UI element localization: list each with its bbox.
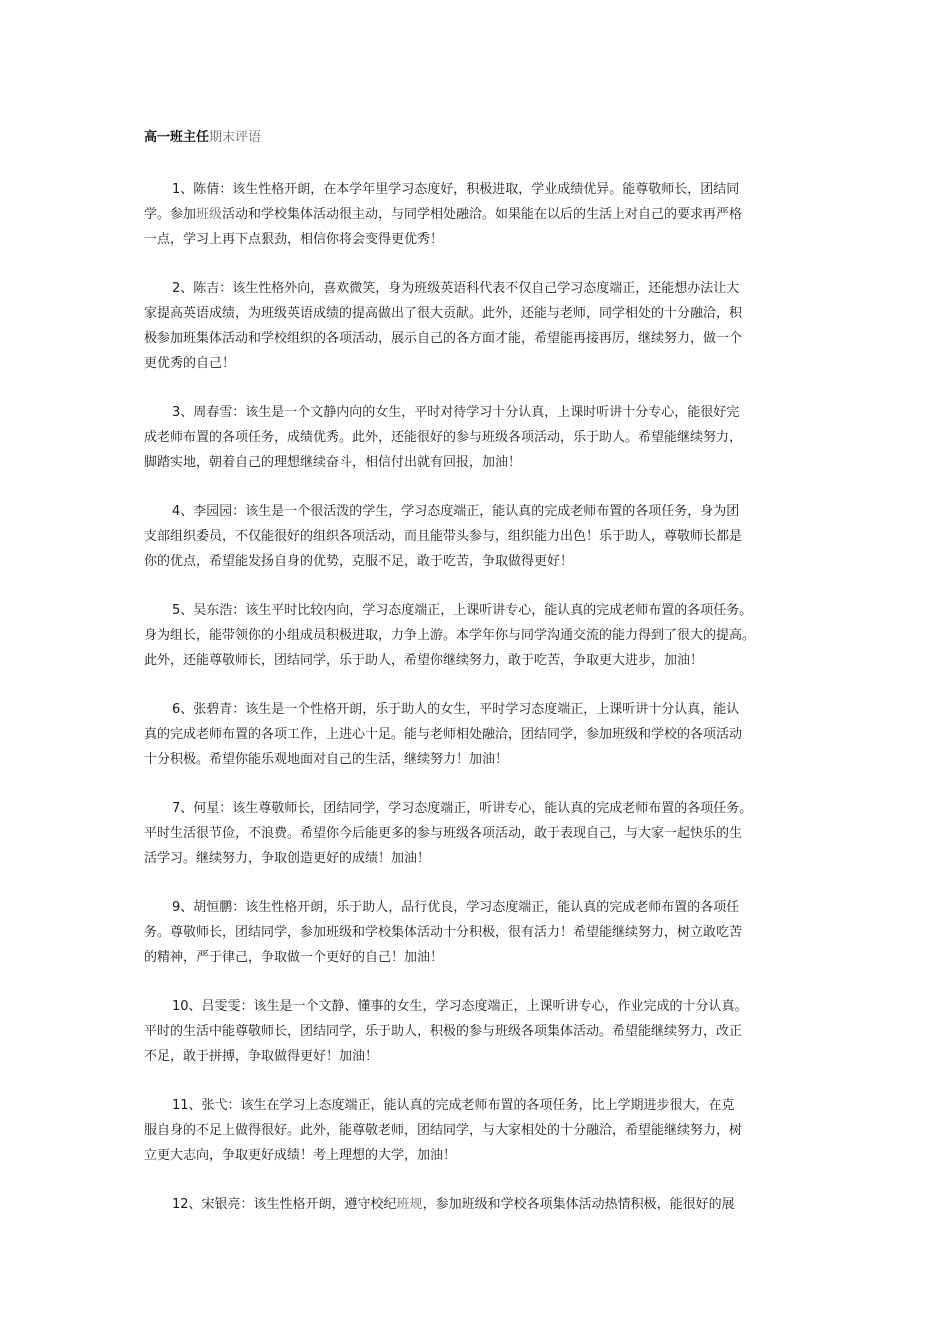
paragraph-line xyxy=(144,202,810,227)
paragraph-line: 支部组织委员，不仅能很好的组织各项活动，而且能带头参与，组织能力出色！乐于助人，尊敬师长都是 xyxy=(144,529,743,544)
paragraph-line xyxy=(144,1192,810,1217)
paragraph-line: 脚踏实地，朝着自己的理想继续奋斗，相信付出就有回报，加油！ xyxy=(144,455,522,470)
title-bold: 高一班主任 xyxy=(144,130,210,145)
paragraph-line: 成老师布置的各项任务，成绩优秀。此外，还能很好的参与班级各项活动，乐于助人。希望能继续努力， xyxy=(144,430,743,445)
comment-paragraph xyxy=(144,400,810,475)
comment-paragraph xyxy=(144,697,810,772)
paragraph-line: 家提高英语成绩，为班级英语成绩的提高做出了很大贡献。此外，还能与老师，同学相处的十分融洽，积 xyxy=(144,306,743,321)
paragraph-line: 9、胡恒鹏：该生性格开朗，乐于助人，品行优良，学习态度端正，能认真的完成老师布置的各项任 xyxy=(172,900,740,915)
paragraph-line: 5、吴东浩：该生平时比较内向，学习态度端正，上课听讲专心，能认真的完成老师布置的各项任务。 xyxy=(172,603,753,618)
comment-paragraph xyxy=(144,796,810,871)
paragraph-line: 一点，学习上再下点狠劲，相信你将会变得更优秀！ xyxy=(144,232,444,247)
paragraph-line: 十分积极。希望你能乐观地面对自己的生活，继续努力！加油！ xyxy=(144,752,509,767)
paragraph-line: 平时生活很节俭，不浪费。希望你今后能更多的参与班级各项活动，敢于表现自己，与大家一起快乐的生 xyxy=(144,826,743,841)
comment-paragraph xyxy=(144,276,810,376)
paragraph-line: 身为组长，能带领你的小组成员积极进取，力争上游。本学年你与同学沟通交流的能力得到了很大的提高。 xyxy=(144,628,756,643)
paragraph-line: 不足，敢于拼搏，争取做得更好！加油！ xyxy=(144,1049,379,1064)
line-segment: 学。参加 xyxy=(144,207,197,222)
paragraph-line: 真的完成老师布置的各项工作，上进心十足。能与老师相处融洽，团结同学，参加班级和学校的各项活动 xyxy=(144,727,743,742)
comment-paragraph xyxy=(144,177,810,252)
highlight-term: 班规 xyxy=(396,1197,423,1212)
paragraph-line: 立更大志向，争取更好成绩！考上理想的大学，加油！ xyxy=(144,1148,457,1163)
highlight-term: 班级 xyxy=(196,207,223,222)
line-segment: ，参加班级和学校各项集体活动热情积极，能很好的展 xyxy=(422,1197,735,1212)
paragraph-line: 服自身的不足上做得很好。此外，能尊敬老师，团结同学，与大家相处的十分融洽，希望能继续努力，树 xyxy=(144,1123,743,1138)
paragraph-line: 4、李园园：该生是一个很活泼的学生，学习态度端正，能认真的完成老师布置的各项任务，身为团 xyxy=(172,504,740,519)
comment-paragraph xyxy=(144,1093,810,1168)
paragraph-line: 此外，还能尊敬师长，团结同学，乐于助人，希望你继续努力，敢于吃苦，争取更大进步，加油！ xyxy=(144,653,704,668)
comment-paragraph xyxy=(144,895,810,970)
line-segment: 活动和学校集体活动很主动，与同学相处融洽。如果能在以后的生活上对自己的要求再严格 xyxy=(222,207,743,222)
paragraph-line: 10、吕雯雯：该生是一个文静、懂事的女生，学习态度端正，上课听讲专心，作业完成的十分认真。 xyxy=(172,999,748,1014)
paragraph-line: 2、陈吉：该生性格外向，喜欢微笑，身为班级英语科代表不仅自己学习态度端正，还能想办法让大 xyxy=(172,281,740,296)
paragraph-line: 6、张碧青：该生是一个性格开朗，乐于助人的女生，平时学习态度端正，上课听讲十分认真，能认 xyxy=(172,702,740,717)
paragraph-line: 平时的生活中能尊敬师长，团结同学，乐于助人，积极的参与班级各项集体活动。希望能继续努力，改正 xyxy=(144,1024,743,1039)
paragraph-line: 极参加班集体活动和学校组织的各项活动，展示自己的各方面才能，希望能再接再厉，继续努力，做一个 xyxy=(144,331,743,346)
paragraph-line: 1、陈倩：该生性格开朗，在本学年里学习态度好，积极进取，学业成绩优异。能尊敬师长，团结同 xyxy=(172,182,740,197)
paragraph-line: 7、何星：该生尊敬师长，团结同学，学习态度端正，听讲专心，能认真的完成老师布置的各项任务。 xyxy=(172,801,753,816)
paragraph-line: 3、周春雪：该生是一个文静内向的女生，平时对待学习十分认真，上课时听讲十分专心，能很好完 xyxy=(172,405,740,420)
title-rest: 期末评语 xyxy=(209,130,262,145)
comment-paragraph xyxy=(144,1192,810,1217)
paragraph-line: 你的优点，希望能发扬自身的优势，克服不足，敢于吃苦，争取做得更好！ xyxy=(144,554,574,569)
comment-paragraph xyxy=(144,499,810,574)
line-segment: 12、宋银亮：该生性格开朗，遵守校纪 xyxy=(172,1197,397,1212)
paragraph-line: 务。尊敬师长，团结同学，参加班级和学校集体活动十分积极，很有活力！希望能继续努力，树立敢吃苦 xyxy=(144,925,743,940)
document-title xyxy=(144,128,261,148)
paragraph-line: 活学习。继续努力，争取创造更好的成绩！加油！ xyxy=(144,851,431,866)
comment-paragraph xyxy=(144,598,810,673)
paragraph-line: 11、张弋：该生在学习上态度端正，能认真的完成老师布置的各项任务，比上学期进步很大，在克 xyxy=(172,1098,735,1113)
comment-paragraph xyxy=(144,994,810,1069)
paragraph-line: 更优秀的自己！ xyxy=(144,356,236,371)
paragraph-line: 的精神，严于律己，争取做一个更好的自己！加油！ xyxy=(144,950,444,965)
